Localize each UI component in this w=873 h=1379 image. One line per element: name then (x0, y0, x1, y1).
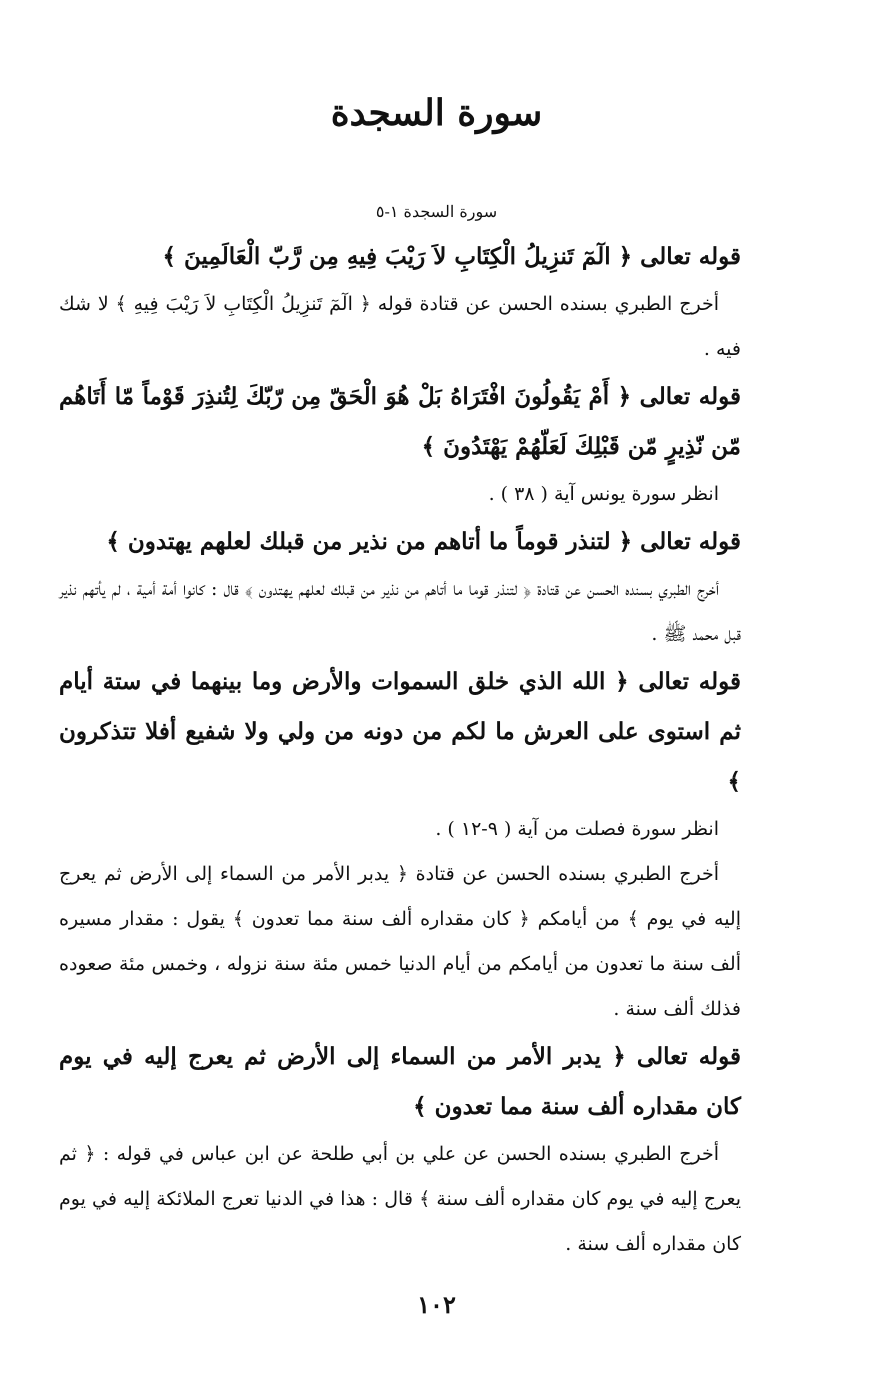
verse-heading: قوله تعالى ﴿ أَمْ يَقُولُونَ افْتَرَاهُ بَلْ هُوَ الْحَقّ مِن رّبّكَ لِتُنذِرَ قَوْماً مّا أَتَاهُم مّن نّذِيرٍ مّن قَبْلِكَ لَعَلّهُمْ يَهْتَدُونَ ﴾ (59, 383, 741, 460)
surah-title: سورة السجدة (330, 92, 543, 134)
page-body (59, 232, 741, 1267)
commentary-paragraph: أخرج الطبري بسنده الحسن عن قتادة ﴿ لتنذر قوما ما أتاهم من نذير من قبلك لعلهم يهتدون ﴾ قال : كانوا أمة أمية ، لم يأتهم نذير قبل محمد ﷺ . (59, 578, 741, 645)
commentary-paragraph: أخرج الطبري بسنده الحسن عن قتادة ﴿ يدبر الأمر من السماء إلى الأرض ثم يعرج إليه في يوم ﴾ من أيامكم ﴿ كان مقداره ألف سنة مما تعدون ﴾ يقول : مقدار مسيره ألف سنة ما تعدون من أيامكم من أيام الدنيا خمس مئة سنة نزوله ، وخمس مئة صعوده فذلك ألف سنة . (59, 863, 741, 1020)
verse-heading: قوله تعالى ﴿ يدبر الأمر من السماء إلى الأرض ثم يعرج إليه في يوم كان مقداره ألف سنة مما تعدون ﴾ (59, 1043, 741, 1120)
commentary-paragraph: انظر سورة يونس آية ( ٣٨ ) . (488, 483, 719, 505)
page-number: ١٠٢ (417, 1290, 456, 1319)
verse-heading: قوله تعالى ﴿ الله الذي خلق السموات والأرض وما بينهما في ستة أيام ثم استوى على العرش ما لكم من دونه من ولي ولا شفيع أفلا تتذكرون ﴾ (59, 668, 741, 795)
commentary-paragraph: أخرج الطبري بسنده الحسن عن علي بن أبي طلحة عن ابن عباس في قوله : ﴿ ثم يعرج إليه في يوم كان مقداره ألف سنة ﴾ قال : هذا في الدنيا تعرج الملائكة إليه في يوم كان مقداره ألف سنة . (59, 1143, 741, 1255)
commentary-paragraph: أخرج الطبري بسنده الحسن عن قتادة قوله ﴿ الٓمٓ تَنزِيلُ الْكِتَابِ لاَ رَيْبَ فِيهِ ﴾ لا شك فيه . (59, 293, 741, 360)
section-reference: سورة السجدة ١-٥ (375, 202, 498, 221)
verse-heading: قوله تعالى ﴿ لتنذر قوماً ما أتاهم من نذير من قبلك لعلهم يهتدون ﴾ (106, 528, 741, 555)
commentary-paragraph: انظر سورة فصلت من آية ( ٩-١٢ ) . (435, 818, 719, 840)
verse-heading: قوله تعالى ﴿ الٓمٓ تَنزِيلُ الْكِتَابِ لاَ رَيْبَ فِيهِ مِن رَّبّ الْعَالَمِينَ ﴾ (162, 243, 741, 270)
